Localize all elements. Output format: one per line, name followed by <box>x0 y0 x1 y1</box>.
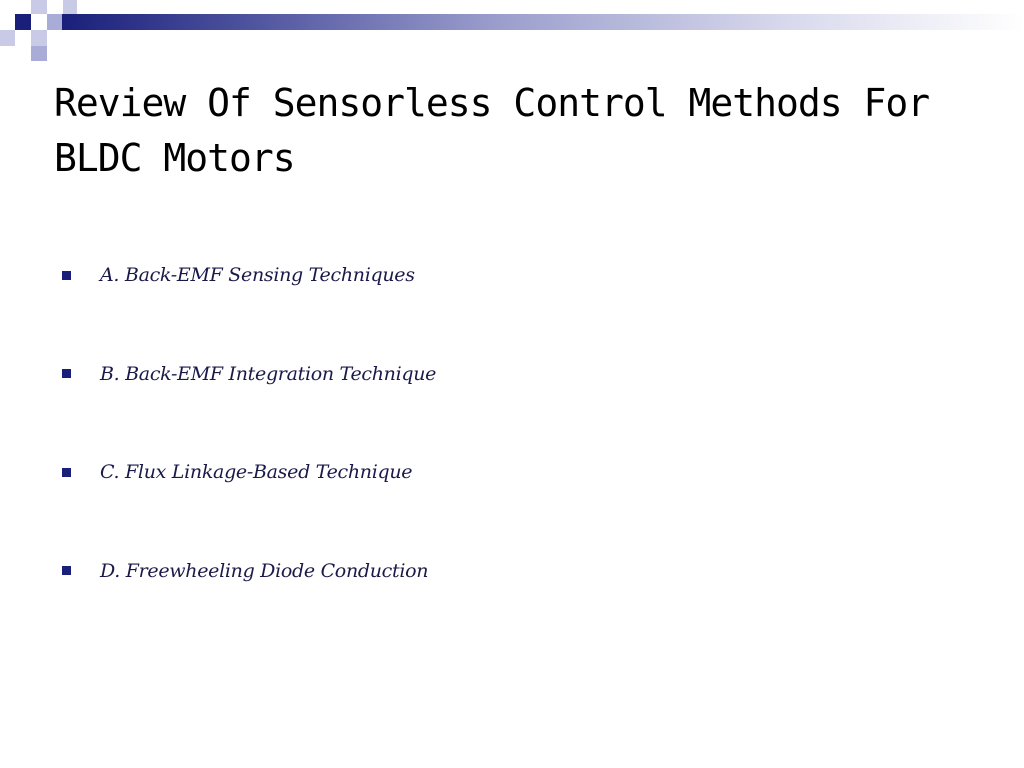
corner-square-6 <box>31 46 47 61</box>
corner-square-1 <box>15 14 31 30</box>
bullet-text: D. Freewheeling Diode Conduction <box>100 559 429 582</box>
bullet-list <box>62 256 436 650</box>
square-bullet-icon <box>62 271 71 280</box>
corner-square-3 <box>47 14 63 30</box>
header-gradient-bar <box>62 14 1024 30</box>
slide-title: Review Of Sensorless Control Methods For BLDC Motors <box>54 81 930 180</box>
corner-square-4 <box>0 30 15 46</box>
bullet-text: C. Flux Linkage-Based Technique <box>100 461 413 483</box>
bullet-item <box>62 552 436 590</box>
corner-square-2 <box>31 0 47 14</box>
bullet-item <box>62 256 436 294</box>
bullet-item <box>62 355 436 393</box>
bullet-text: A. Back-EMF Sensing Techniques <box>100 264 415 286</box>
square-bullet-icon <box>62 566 71 575</box>
square-bullet-icon <box>62 369 71 378</box>
bullet-text: B. Back-EMF Integration Technique <box>100 362 437 385</box>
corner-square-7 <box>63 0 77 14</box>
corner-square-5 <box>31 30 47 46</box>
square-bullet-icon <box>62 468 71 477</box>
bullet-item <box>62 453 436 491</box>
